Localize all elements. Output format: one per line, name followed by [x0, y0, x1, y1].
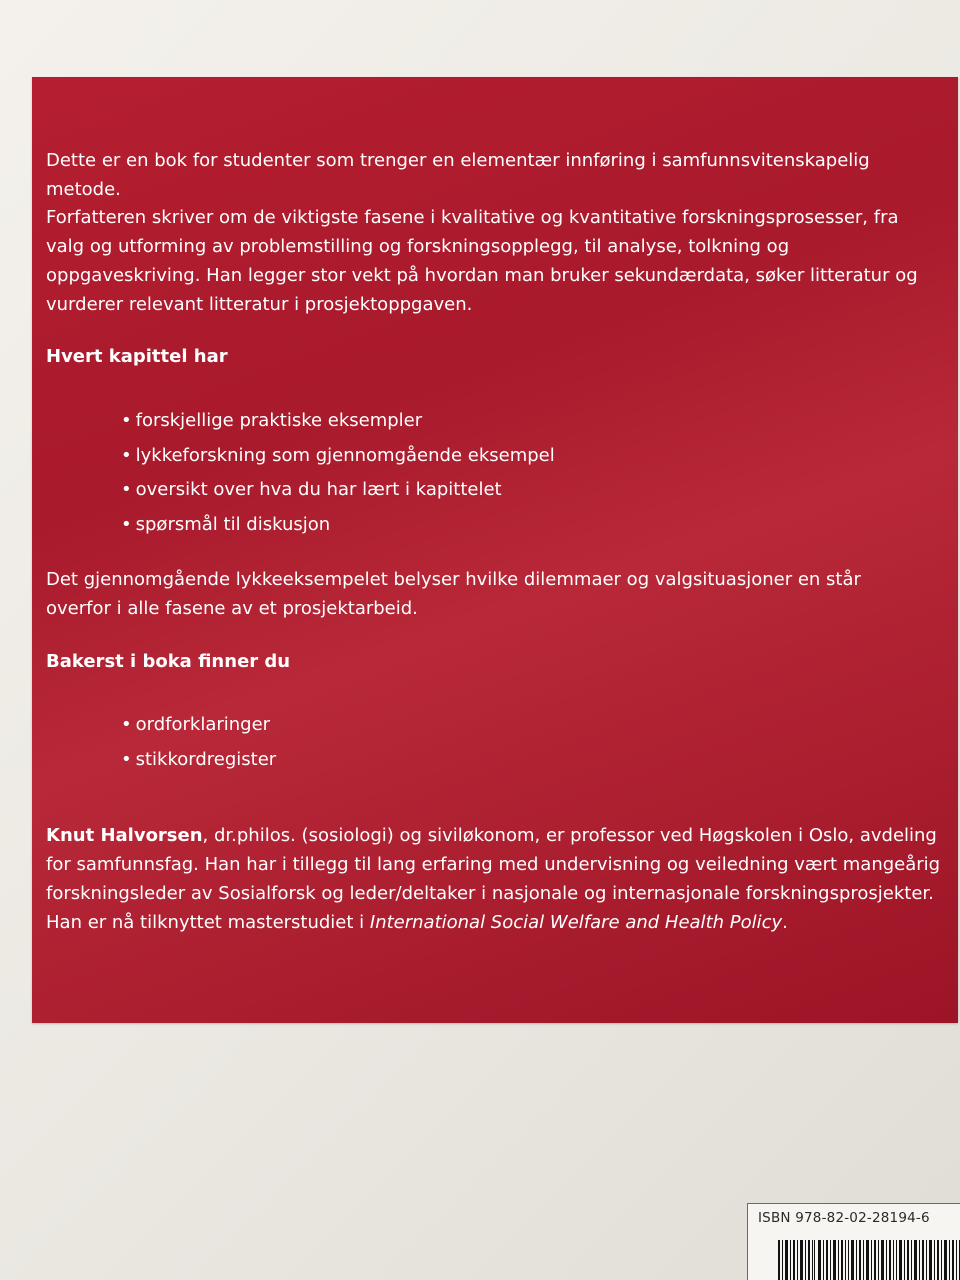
isbn-number: 978-82-02-28194-6: [795, 1210, 930, 1226]
chapter-list: [121, 404, 555, 542]
bullet-icon: •: [121, 748, 132, 770]
list-item: • stikkordregister: [121, 748, 277, 770]
bullet-icon: •: [121, 714, 132, 735]
author-paragraph: [46, 821, 946, 937]
description-paragraph: Forfatteren skriver om de viktigste fasene i kvalitative og kvantitative forskningsprosesser, fra valg og utforming av problemstilling og forskningsopplegg, til analyse, tolkning og oppgaveskriving. Han legger stor vekt på hvordan man bruker sekundærdata, søker litteratur og vurderer relevant litteratur i prosjektoppgaven.: [46, 207, 918, 315]
author-bio: , dr.philos. (sosiologi) og siviløkonom, er professor ved Høgskolen i Oslo, avdeling for samfunnsfag. Han har i tillegg til lang erfaring med undervisning og veiledning vært mangeårig forskningsleder av Sosialforsk og leder/deltaker i nasjonale og internasjonale forskningsprosjekter. Han er nå tilknyttet masterstudiet i: [46, 825, 941, 933]
isbn-box: [747, 1203, 960, 1280]
program-name: International Social Welfare and Health Policy: [369, 912, 783, 933]
bullet-icon: •: [121, 479, 132, 500]
example-paragraph: Det gjennomgående lykkeeksempelet belyser hvilke dilemmaer og valgsituasjoner en står overfor i alle fasene av et prosjektarbeid.: [46, 569, 861, 619]
list-item: • forskjellige praktiske eksempler: [121, 410, 423, 431]
isbn-label: ISBN: [758, 1210, 791, 1226]
author-name: Knut Halvorsen: [46, 825, 203, 846]
barcode-icon: [778, 1240, 960, 1280]
list-item: • oversikt over hva du har lært i kapittelet: [121, 479, 502, 500]
list-item: • ordforklaringer: [121, 714, 271, 735]
bullet-icon: •: [121, 410, 132, 431]
back-list: [121, 708, 276, 777]
intro-paragraph: Dette er en bok for studenter som trenger en elementær innføring i samfunnsvitenskapelig metode.: [46, 150, 870, 200]
list-item: • lykkeforskning som gjennomgående eksempel: [121, 444, 555, 466]
isbn-text: [758, 1210, 930, 1226]
back-heading: Bakerst i boka finner du: [46, 651, 291, 672]
bio-end: .: [782, 912, 788, 933]
bullet-icon: •: [121, 444, 132, 466]
chapter-heading: Hvert kapittel har: [46, 346, 228, 367]
bullet-icon: •: [121, 513, 132, 535]
list-item: • spørsmål til diskusjon: [121, 513, 331, 535]
